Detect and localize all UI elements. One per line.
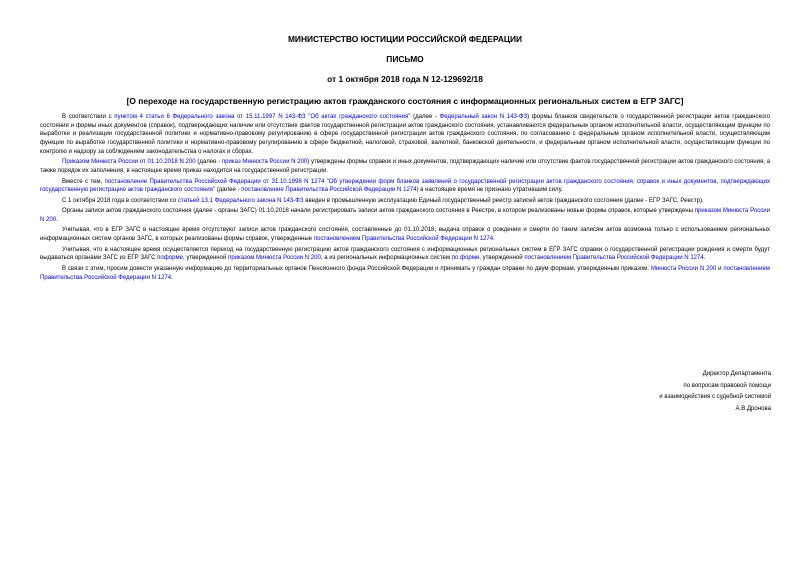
paragraph-text: , утвержденной [479,255,525,262]
paragraph [40,246,770,263]
paragraph-text: ) в настоящее время не признано утратившим силу. [416,187,563,194]
paragraph-text: (далее - [215,187,242,194]
document-link[interactable]: приказом Минюста России N 200 [40,208,771,223]
paragraph-text: Учитывая, что в настоящее время осуществляется переход на государственную регистрацию актов гражданского состояния с информационных региональных систем в ЕГР ЗАГС справки о государственной регистрации рождения и смерти будут выдаваться органами ЗАГС из ЕГР ЗАГС [40,246,770,262]
paragraph-text: . [493,236,495,243]
ministry-heading: МИНИСТЕРСТВО ЮСТИЦИИ РОССИЙСКОЙ ФЕДЕРАЦИИ [287,34,523,44]
document-link[interactable]: постановлением Правительства Российской Федерации N 1274 [313,236,494,243]
paragraph [40,265,770,282]
paragraph-text: . [56,216,58,223]
document-link[interactable]: приказ Минюста России N 200 [221,159,308,166]
paragraph-text: , а из региональных информационных систем [320,255,452,262]
document-type: ПИСЬМО [386,54,424,64]
document-date-number: от 1 октября 2018 года N 12-129692/18 [327,74,483,84]
paragraph-text: введен в промышленную эксплуатацию Единый государственный реестр записей актов гражданского состояния (далее - ЕГР ЗАГС, Реестр). [303,197,704,204]
document-link[interactable]: статьей 13.1 Федерального закона N 143-ФЗ [177,197,304,204]
paragraph-text: . [171,274,173,281]
paragraph-text: Органы записи актов гражданского состояния (далее - органы ЗАГС) 01.10.2018 начали регистрировать записи актов гражданского состояния в Реестре, в котором реализованы новые формы справок, которые утверждены [62,208,695,215]
document-link[interactable]: поформе [157,255,183,262]
document-body [40,113,770,282]
paragraph [40,226,770,243]
paragraph-text: и [716,265,724,272]
signature-name: А.В.Дронова [735,405,771,412]
paragraph [40,158,770,175]
paragraph-text: В связи с этим, просим довести указанную информацию до территориальных органов Пенсионного фонда Российской Федерации и принимать у граждан справки по двум формам, утвержденным приказом: [62,265,651,272]
document-link[interactable]: Федеральный закон N 143-ФЗ [439,114,528,120]
document-subject: [О переходе на государственную регистрацию актов гражданского состояния с информационных региональных систем в ЕГР ЗАГС] [126,96,684,106]
paragraph-text: ) формы бланков свидетельств о государственной регистрации актов гражданского состояния и формы иных документов (справок), подтверждающих наличие или отсутствие фактов государственной регистрации актов гражданского состояния, устанавливаются федеральным органом исполнительной власти, осуществляющим функции по выработке и реализации государственной политики и нормативно-правовому регулированию в сфере государственной регистрации актов гражданского состояния, по согласованию с федеральным органом исполнительной власти, осуществляющим функции по выработке государственной политики и нормативно-правовому регулированию в сфере бюджетной, налоговой, страховой, валютной, банковской деятельности, и федеральным органом исполнительной власти, осуществляющим функции по контролю и надзору за соблюдением законодательства о налогах и сборах. [40,114,770,155]
signature-department-cont: и взаимодействия с судебной системой [659,394,771,400]
signature-block [659,369,771,415]
document-link[interactable]: постановление Правительства Российской Федерации от 31.10.1998 N 1274 "Об утверждении форм бланков заявлений о государственной регистрации актов гражданского состояния, справок и иных документов, подтверждающих государственную регистрацию актов гражданского состояния" [40,178,770,194]
paragraph-text: Вместе с тем, [62,178,105,185]
document-link[interactable]: пунктом 4 статьи 6 Федерального закона от 15.11.1997 N 143-ФЗ "Об актах гражданского состояния" [114,114,411,120]
document-link[interactable]: постановлением Правительства Российской Федерации N 1274 [40,265,770,281]
paragraph-text: ) утверждены формы справок и иных документов, подтверждающих наличие или отсутствие фактов государственной регистрации актов гражданского состояния, а также порядок их заполнения, в настоящее время приказ находится на государственной регистрации. [40,159,770,175]
paragraph-text: (далее - [410,114,440,120]
signature-department: по вопросам правовой помощи [683,382,771,389]
paragraph-text: Учитывая, что в ЕГР ЗАГС в настоящее время отсутствуют записи актов гражданского состояния, составленные до 01.10.2018, выдача справок о рождении и смерти по таким записям актов возможна только с использованием региональных информационных систем органов ЗАГС, в которых реализованы формы справок, утвержденные [40,227,770,243]
paragraph-text: . [703,255,706,262]
document-link[interactable]: Минюста России N 200 [650,265,717,272]
document-link[interactable]: постановлением Правительства Российской Федерации N 1274 [524,255,704,262]
document-page [40,34,770,284]
paragraph-text: С 1 октября 2018 года в соответствии со [62,197,178,204]
paragraph [40,178,770,195]
paragraph-text: (далее - [195,159,222,166]
document-link[interactable]: по форме [451,255,480,262]
paragraph [40,113,770,157]
paragraph-text: , утвержденной [182,255,229,262]
document-link[interactable]: постановление Правительства Российской Федерации N 1274 [241,187,417,194]
document-link[interactable]: приказом Минюста России N 200 [228,255,321,262]
signature-title: Директор Департамента [702,371,771,377]
document-link[interactable]: Приказом Минюста России от 01.10.2018 N 200 [62,159,196,166]
paragraph-text: В соответствии с [62,114,115,120]
paragraph [40,197,770,206]
paragraph [40,207,770,224]
